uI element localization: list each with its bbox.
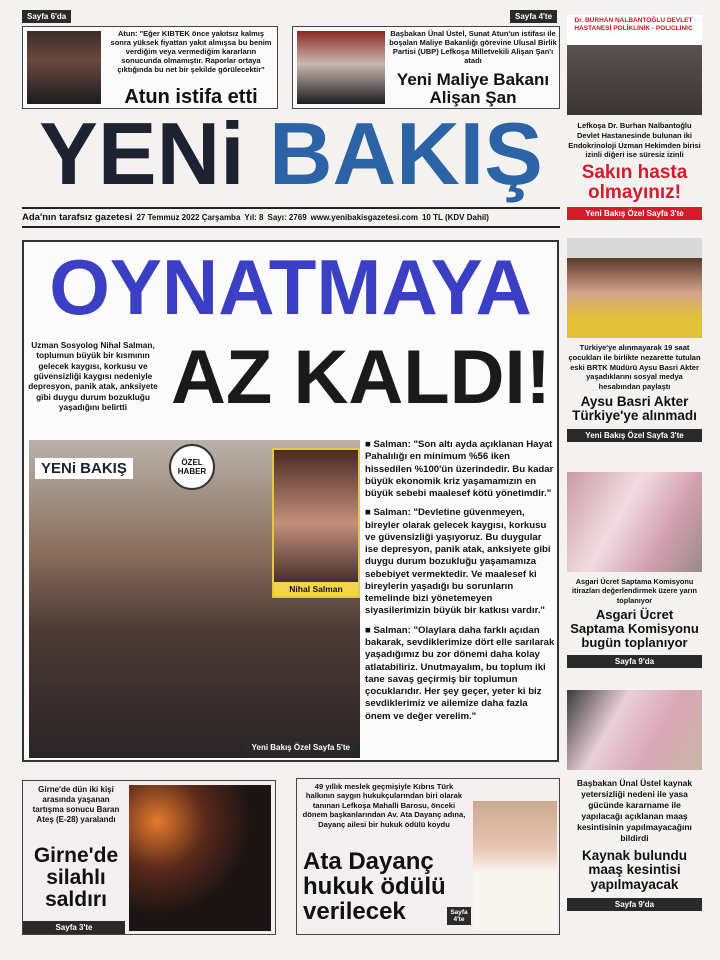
- side-summary: Başbakan Ünal Üstel kaynak yetersizliği nedeni ile yasa gücünde kararname ile yapılacağı açıklanan maaş kesintisinin yapılmayacağını bildirdi: [576, 778, 693, 844]
- page-ref-tag: Sayfa 3'te: [23, 921, 125, 934]
- aysu-photo: [567, 238, 702, 338]
- page-ref-tag: Sayfa 4'te: [510, 10, 557, 23]
- side-story-hospital[interactable]: [567, 15, 702, 220]
- side-headline: Kaynak bulundu maaş kesintisi yapılmayacak: [581, 848, 687, 892]
- page-ref-tag: Yeni Bakış Özel Sayfa 3'te: [567, 429, 702, 442]
- story-summary: Girne'de dün iki kişi arasında yaşanan tartışma sonucu Baran Ateş (E-28) yaralandı: [32, 785, 120, 824]
- inset-photo-nihal-salman: [272, 448, 360, 598]
- story-girne[interactable]: [22, 780, 276, 935]
- masthead-info: [22, 212, 560, 223]
- logo-yeni: YENi: [39, 104, 245, 203]
- story-headline: Girne'de silahlı saldırı: [33, 844, 119, 912]
- bullet-quote: ■ Salman: "Son altı ayda açıklanan Hayat Pahalılığı en minimum %56 iken hissedilen %100'ün üzerindedir. Bu kadar büyük ekonomik kriz yaşamamızın en büyük sebebi maalesef kötü yönetimdir.": [365, 439, 555, 500]
- story-headline: Ata Dayanç hukuk ödülü verilecek: [303, 848, 446, 926]
- price: 10 TL (KDV Dahil): [421, 213, 489, 222]
- website[interactable]: www.yenibakisgazetesi.com: [310, 213, 418, 222]
- ata-dayanc-photo: [473, 783, 557, 931]
- teaser-san[interactable]: [292, 26, 560, 109]
- side-summary: Lefkoşa Dr. Burhan Nalbantoğlu Devlet Hastanesinde bulunan iki Endokrinoloji Uzman Hekimden birisi izinli diğeri ise süresiz izinli: [568, 121, 701, 160]
- money-photo: [567, 472, 702, 572]
- page-ref-tag: Yeni Bakış Özel Sayfa 5'te: [246, 741, 356, 754]
- bullet-quote: ■ Salman: "Devletine güvenmeyen, bireyler olarak gelecek kaygısı, korkusu ve güvensizliği yaşıyoruz. Bu duygular ise depresyon, panik atak, anksiyete gibi duygu durum bozukluğu yaşamamıza sebebiyet vermektedir. Ve maalesef ki bireylerin yaşadığı bu sorunların temelinde bizi yönetemeyen siyasilerimizin büyük bir katkısı vardır.": [365, 507, 555, 617]
- issue-number: Sayı: 2769: [267, 213, 307, 222]
- side-headline: Aysu Basri Akter Türkiye'ye alınmadı: [572, 393, 697, 423]
- year: Yıl: 8: [244, 213, 264, 222]
- main-headline-2: AZ KALDI!: [171, 335, 551, 420]
- photo-sign: YENi BAKIŞ: [35, 458, 133, 479]
- inset-caption: Nihal Salman: [274, 582, 358, 596]
- side-summary: Türkiye'ye alınmayarak 19 saat çocukları ile birlikte nezarette tutulan eski BRTK Müdürü Aysu Basri Akter yaşadıklarını sosyal medya hesabından paylaştı: [568, 343, 701, 391]
- divider: [22, 207, 560, 209]
- main-intro: Uzman Sosyolog Nihal Salman, toplumun büyük bir kısmının gelecek kaygısı, korkusu ve güvensizliği kaygısı nedeniyle depresyon, panik atak, anksiyete gibi duygu durum bozukluğu yaşadığını belirtti: [28, 340, 158, 413]
- photo-atun: [27, 31, 101, 104]
- side-story-wage[interactable]: [567, 472, 702, 668]
- story-ata-dayanc[interactable]: [296, 778, 560, 935]
- issue-date: 27 Temmuz 2022 Çarşamba: [136, 213, 241, 222]
- teaser-summary: Başbakan Ünal Üstel, Sunat Atun'un istifası ile boşalan Maliye Bakanlığı görevine Ulusal Birlik Partisi (UBP) Lefkoşa Milletvekili Alişan Şan'ı atadı: [389, 29, 557, 65]
- page-ref-tag: Yeni Bakış Özel Sayfa 3'te: [567, 207, 702, 220]
- bullet-quote: ■ Salman: "Olaylara daha farklı açıdan bakarak, sevdiklerimize dört elle sarılarak yaşadığımız bu zor dönemi daha kolay atlatabiliriz. Unutmayalım, bu toplum iki tane savaş geçirmiş bir toplumun çocuklarıdır. Her şey geçer, yeter ki biz sevdiklerimiz ve ailemize daha fazla önem ve değer verelim.": [365, 625, 555, 723]
- page-ref-tag: Sayfa 9'da: [567, 898, 702, 911]
- logo-bakis: BAKIŞ: [269, 104, 543, 203]
- main-story[interactable]: [22, 240, 559, 762]
- side-headline: Asgari Ücret Saptama Komisyonu bugün toplanıyor: [570, 607, 699, 650]
- hospital-photo: [567, 15, 702, 115]
- divider: [22, 226, 560, 228]
- teaser-summary: Atun: "Eğer KIBTEK önce yakıtsız kalmış sonra yüksek fiyattan yakıt almışsa bu benim verdiğim veya vermediğim kararların sonucunda olmamıştır. Raporlar ortaya çıktığında bu net bir şekilde görülecektir": [110, 29, 272, 74]
- side-headline: Sakın hasta olmayınız!: [581, 162, 688, 203]
- side-summary: Asgari Ücret Saptama Komisyonu itirazları değerlendirmek üzere yarın toplanıyor: [572, 577, 697, 605]
- page-ref-tag: Sayfa 9'da: [567, 655, 702, 668]
- side-story-salary[interactable]: [567, 690, 702, 911]
- masthead-logo: [22, 104, 560, 203]
- photo-san: [297, 31, 385, 104]
- teaser-headline: Yeni Maliye Bakanı Alişan Şan: [396, 70, 550, 107]
- main-bullets: [365, 439, 555, 730]
- side-story-aysu[interactable]: [567, 238, 702, 442]
- photo-sign: Dr. BURHAN NALBANTOĞLU DEVLET HASTANESİ POLİKLİNİK - POLICLINIC: [574, 17, 693, 32]
- exclusive-badge: ÖZEL HABER: [169, 444, 215, 490]
- page-ref-tag: Sayfa 6'da: [22, 10, 71, 23]
- story-summary: 49 yıllık meslek geçmişiyle Kıbrıs Türk halkının saygın hukukçularından biri olarak tanınan Lefkoşa Mahalli Barosu, önceki dönem başkanlarından Av. Ata Dayanç adına, Dayanç ailesi bir hukuk ödülü koydu: [302, 782, 466, 829]
- page-ref-tag: Sayfa 4'te: [447, 907, 471, 925]
- teaser-atun[interactable]: [22, 26, 278, 109]
- money-photo: [567, 690, 702, 770]
- crowd-photo: [29, 440, 360, 758]
- main-headline-1: OYNATMAYA: [49, 243, 532, 331]
- slogan: Ada'nın tarafsız gazetesi: [22, 212, 133, 223]
- gun-photo: [129, 785, 271, 931]
- teaser-headline: Atun istifa etti: [124, 86, 258, 108]
